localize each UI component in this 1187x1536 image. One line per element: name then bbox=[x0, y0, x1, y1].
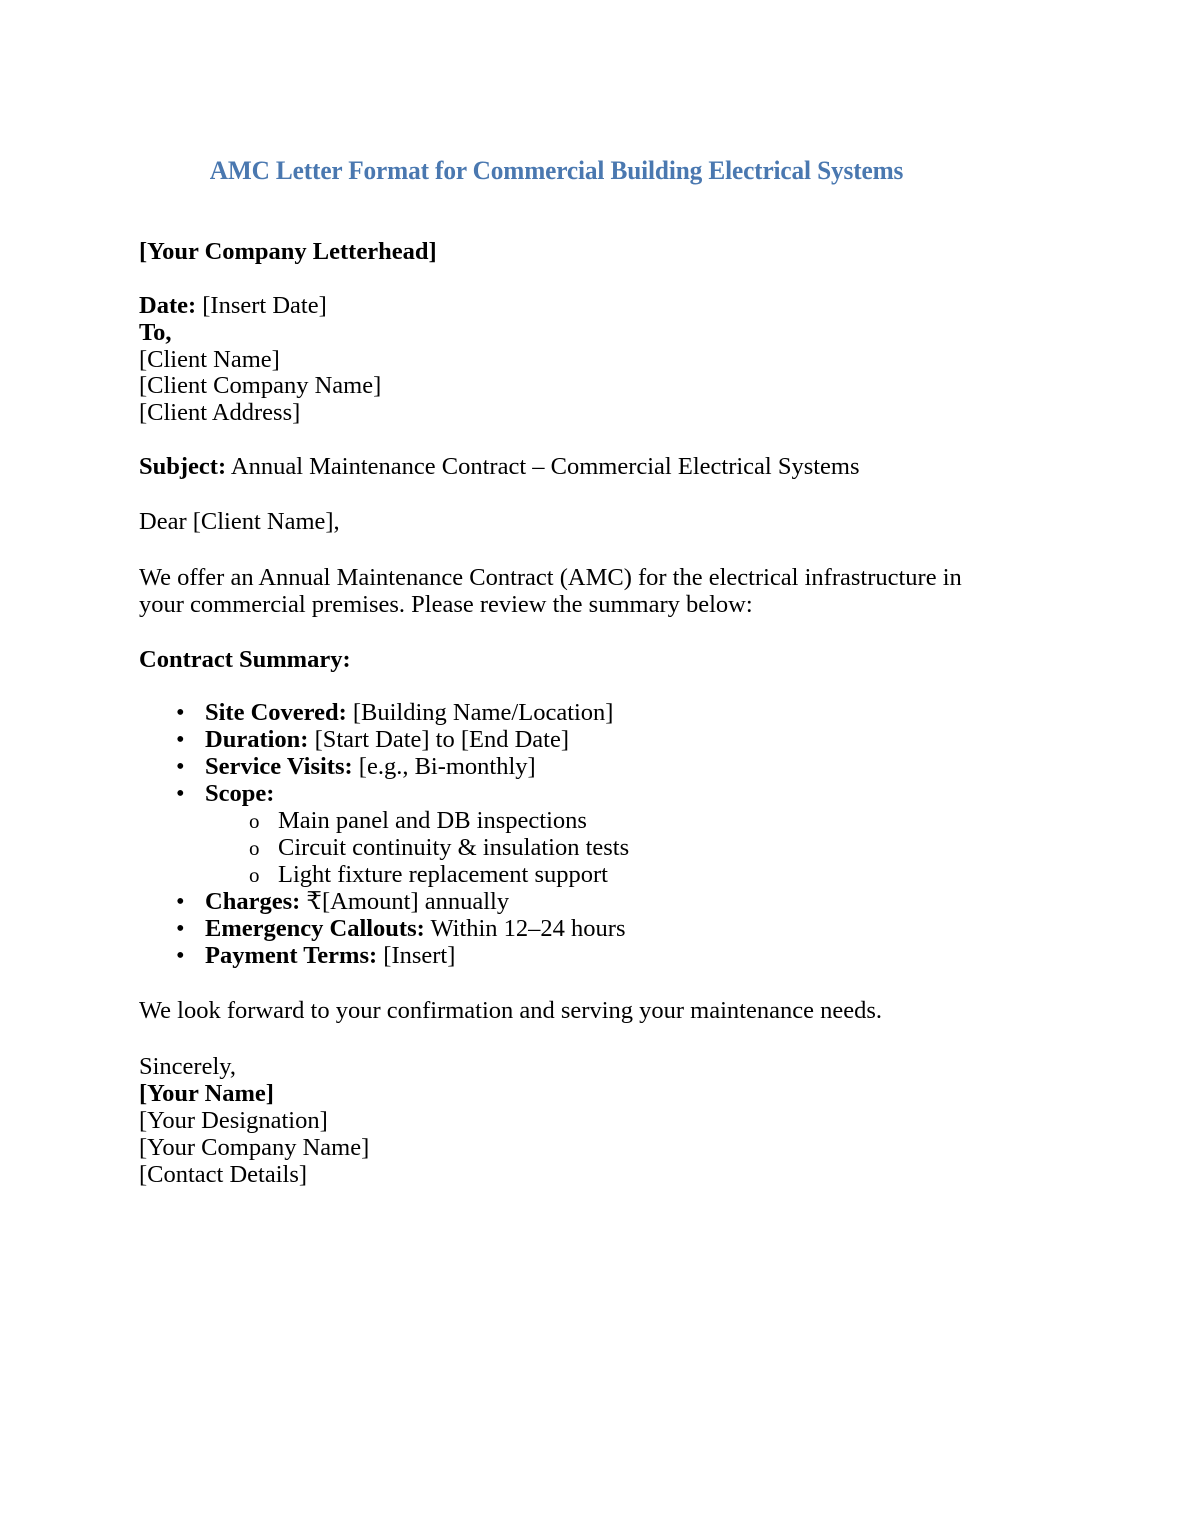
to-label: To, bbox=[139, 318, 172, 346]
signer-contact: [Contact Details] bbox=[139, 1161, 308, 1189]
contract-summary-heading: Contract Summary: bbox=[139, 645, 351, 673]
salutation: Dear [Client Name], bbox=[139, 507, 340, 535]
list-item bbox=[139, 861, 974, 888]
recipient-company: [Client Company Name] bbox=[139, 372, 382, 400]
list-item-label: Scope: bbox=[205, 780, 275, 808]
signer-company: [Your Company Name] bbox=[139, 1134, 370, 1162]
spacer bbox=[139, 619, 974, 647]
page-title: AMC Letter Format for Commercial Building Electrical Systems bbox=[209, 155, 904, 185]
scope-item-text: Light fixture replacement support bbox=[278, 861, 608, 889]
subject-line bbox=[139, 454, 974, 481]
list-item bbox=[139, 726, 974, 753]
bullet-circle-icon: o bbox=[249, 863, 260, 888]
date-line bbox=[139, 293, 974, 320]
list-item-value: [Start Date] to [End Date] bbox=[308, 726, 570, 754]
date-label: Date: bbox=[139, 292, 197, 320]
recipient-address: [Client Address] bbox=[139, 398, 301, 426]
bullet-disc-icon: • bbox=[176, 726, 185, 754]
signer-designation: [Your Designation] bbox=[139, 1107, 328, 1135]
list-item-label: Payment Terms: bbox=[205, 942, 378, 970]
spacer bbox=[139, 536, 974, 564]
list-item-value: [Building Name/Location] bbox=[346, 699, 614, 727]
list-item bbox=[139, 753, 974, 780]
subject-value: Annual Maintenance Contract – Commercial Electrical Systems bbox=[226, 453, 860, 481]
spacer bbox=[139, 187, 974, 239]
bullet-circle-icon: o bbox=[249, 809, 260, 834]
spacer bbox=[139, 1025, 974, 1053]
sincerely-line: Sincerely, bbox=[139, 1052, 237, 1080]
date-value: [Insert Date] bbox=[196, 292, 327, 320]
bullet-disc-icon: • bbox=[176, 780, 185, 808]
list-item bbox=[139, 834, 974, 861]
spacer bbox=[139, 426, 974, 454]
list-item-value: Within 12–24 hours bbox=[424, 915, 626, 943]
bullet-disc-icon: • bbox=[176, 753, 185, 781]
spacer bbox=[139, 673, 974, 699]
contract-summary-list-continued bbox=[139, 888, 974, 969]
scope-item-text: Circuit continuity & insulation tests bbox=[278, 834, 630, 862]
scope-item-text: Main panel and DB inspections bbox=[278, 807, 587, 835]
intro-paragraph: We offer an Annual Maintenance Contract (AMC) for the electrical infrastructure in your commercial premises. Please review the summary below: bbox=[139, 563, 962, 619]
list-item-value: ₹[Amount] annually bbox=[300, 888, 510, 916]
bullet-disc-icon: • bbox=[176, 888, 185, 916]
letterhead-placeholder: [Your Company Letterhead] bbox=[139, 237, 437, 265]
signer-name: [Your Name] bbox=[139, 1079, 274, 1107]
list-item-scope bbox=[139, 780, 974, 807]
list-item-value: [e.g., Bi-monthly] bbox=[352, 753, 536, 781]
document-body bbox=[139, 0, 974, 1189]
list-item bbox=[139, 699, 974, 726]
bullet-disc-icon: • bbox=[176, 915, 185, 943]
list-item-label: Charges: bbox=[205, 888, 301, 916]
list-item bbox=[139, 942, 974, 969]
scope-sublist bbox=[139, 807, 974, 888]
list-item-value: [Insert] bbox=[377, 942, 456, 970]
closing-paragraph: We look forward to your confirmation and serving your maintenance needs. bbox=[139, 997, 883, 1025]
list-item-label: Site Covered: bbox=[205, 699, 347, 727]
bullet-disc-icon: • bbox=[176, 699, 185, 727]
list-item bbox=[139, 888, 974, 915]
subject-label: Subject: bbox=[139, 453, 227, 481]
recipient-name: [Client Name] bbox=[139, 345, 280, 373]
bullet-disc-icon: • bbox=[176, 942, 185, 970]
list-item-label: Service Visits: bbox=[205, 753, 353, 781]
spacer bbox=[139, 265, 974, 293]
bullet-circle-icon: o bbox=[249, 836, 260, 861]
contract-summary-list bbox=[139, 699, 974, 807]
list-item bbox=[139, 807, 974, 834]
spacer bbox=[139, 969, 974, 997]
list-item-label: Duration: bbox=[205, 726, 309, 754]
list-item-label: Emergency Callouts: bbox=[205, 915, 425, 943]
spacer bbox=[139, 481, 974, 509]
list-item bbox=[139, 915, 974, 942]
